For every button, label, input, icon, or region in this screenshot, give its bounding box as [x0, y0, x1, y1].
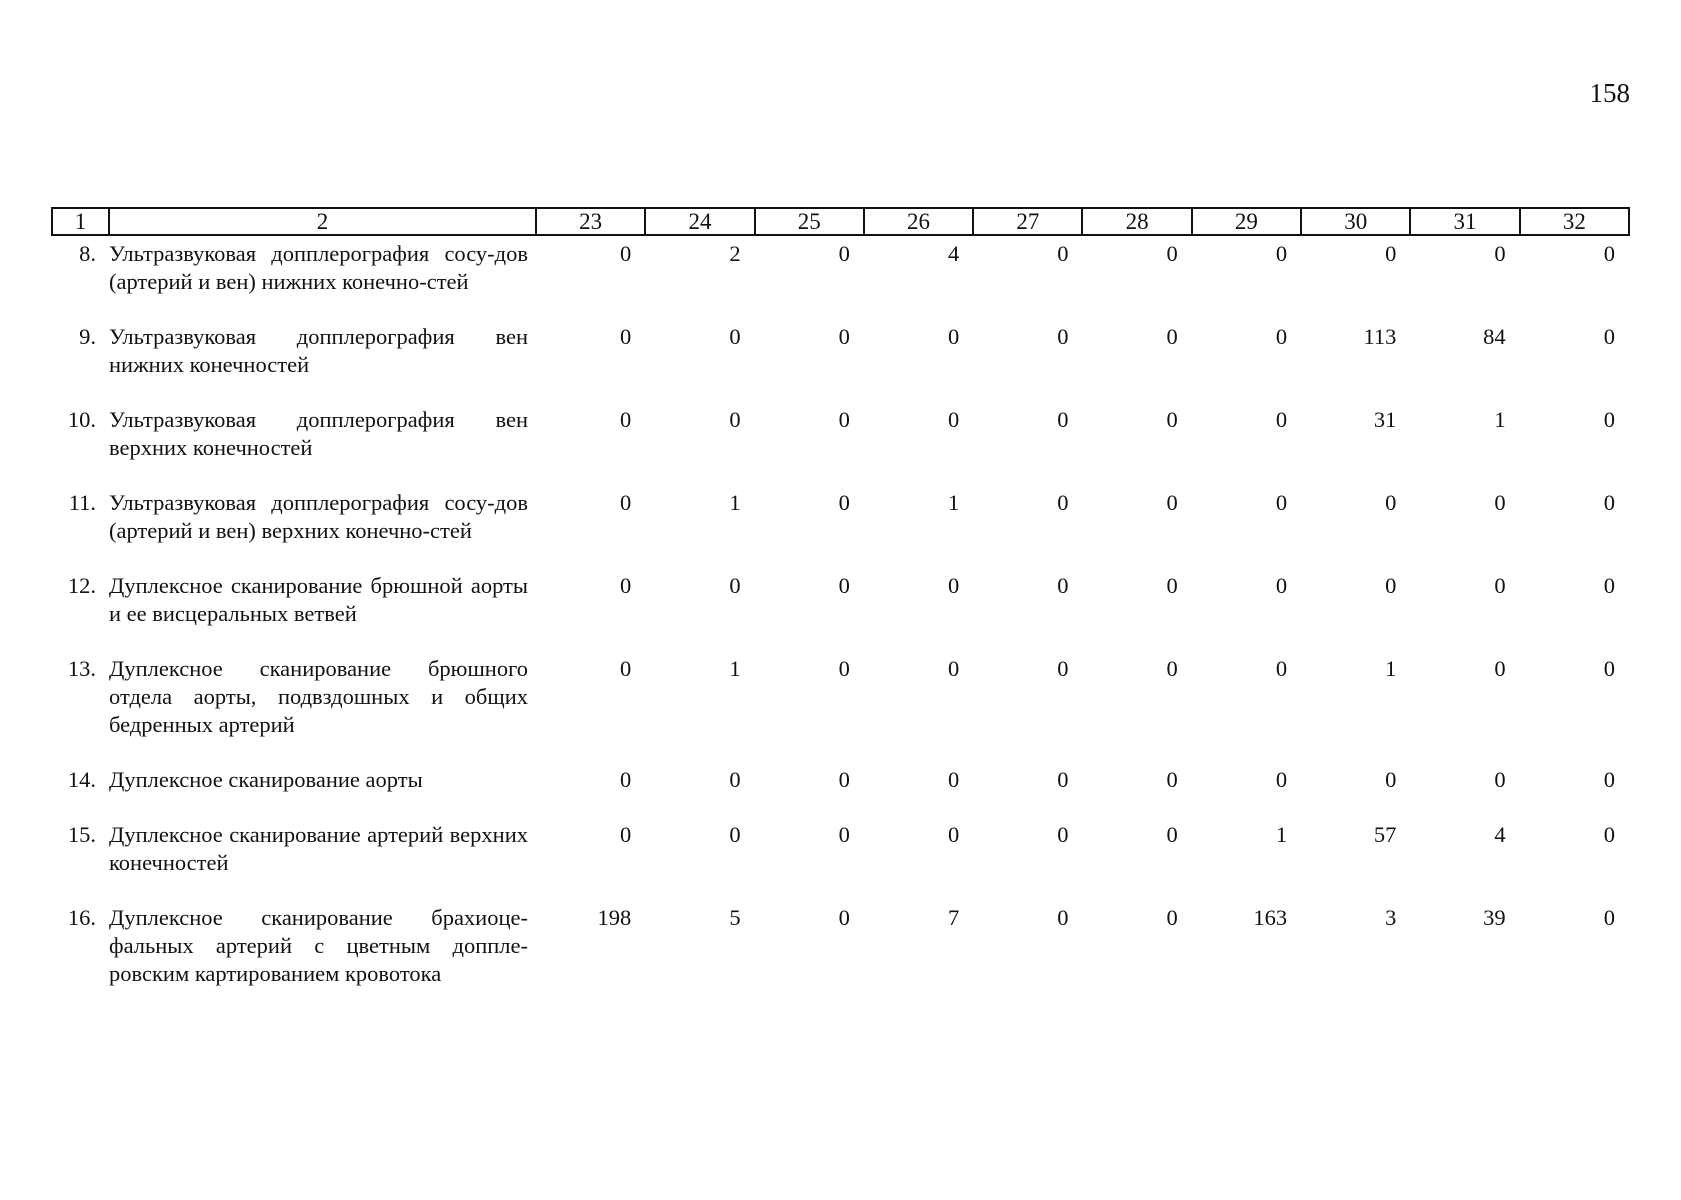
value-cell-26: 0	[947, 822, 960, 847]
row-number: 13.	[67, 656, 96, 681]
value-cell-30: 0	[1385, 241, 1397, 266]
value-cell-28: 0	[1166, 241, 1178, 266]
value-cell-24: 2	[729, 241, 741, 266]
value-cell-31: 0	[1494, 490, 1506, 515]
column-header-24: 24	[645, 208, 754, 235]
table-row	[52, 821, 1629, 904]
value-cell-29: 1	[1275, 822, 1288, 847]
value-cell-23: 0	[620, 656, 632, 681]
value-cell-30: 0	[1385, 573, 1397, 598]
value-cell-24: 0	[729, 573, 741, 598]
header-row	[52, 208, 1629, 235]
value-cell-25: 0	[838, 407, 850, 432]
value-cell-28: 0	[1166, 324, 1178, 349]
table-row	[52, 235, 1629, 323]
row-number: 10.	[67, 407, 96, 432]
column-header-29: 29	[1192, 208, 1301, 235]
value-cell-31: 4	[1494, 822, 1506, 847]
value-cell-27: 0	[1057, 656, 1069, 681]
table-header	[52, 208, 1629, 235]
table-row	[52, 766, 1629, 821]
row-number: 16.	[67, 905, 96, 930]
value-cell-29: 0	[1275, 324, 1288, 349]
procedure-name: Дуплексное сканирование артерий верхних конечностей	[109, 822, 528, 875]
value-cell-32: 0	[1603, 905, 1615, 930]
value-cell-30: 0	[1385, 767, 1397, 792]
column-header-23: 23	[536, 208, 645, 235]
value-cell-29: 0	[1275, 656, 1288, 681]
value-cell-25: 0	[838, 573, 850, 598]
table-row	[52, 572, 1629, 655]
value-cell-29: 0	[1275, 490, 1288, 515]
table-body	[52, 235, 1629, 1015]
value-cell-32: 0	[1603, 656, 1615, 681]
value-cell-31: 39	[1483, 905, 1506, 930]
table-row	[52, 489, 1629, 572]
value-cell-24: 0	[729, 822, 741, 847]
column-header-31: 31	[1410, 208, 1519, 235]
value-cell-30: 3	[1385, 905, 1397, 930]
value-cell-27: 0	[1057, 767, 1069, 792]
value-cell-25: 0	[838, 905, 850, 930]
page-number: 158	[1589, 78, 1630, 108]
value-cell-32: 0	[1603, 573, 1615, 598]
value-cell-23: 0	[620, 324, 632, 349]
value-cell-24: 0	[729, 767, 741, 792]
procedure-name: Дуплексное сканирование брюшного отдела аорты, подвздошных и общих бедренных артерий	[109, 656, 528, 737]
value-cell-31: 0	[1494, 573, 1506, 598]
value-cell-27: 0	[1057, 573, 1069, 598]
value-cell-30: 0	[1385, 490, 1397, 515]
value-cell-23: 0	[620, 573, 632, 598]
value-cell-28: 0	[1166, 656, 1178, 681]
value-cell-32: 0	[1603, 490, 1615, 515]
value-cell-27: 0	[1057, 241, 1069, 266]
column-header-2: 2	[109, 208, 536, 235]
value-cell-26: 4	[947, 241, 960, 266]
value-cell-27: 0	[1057, 490, 1069, 515]
value-cell-28: 0	[1166, 905, 1178, 930]
value-cell-30: 31	[1373, 407, 1397, 432]
procedure-name: Ультразвуковая допплерография вен верхних конечностей	[109, 407, 528, 460]
value-cell-32: 0	[1603, 767, 1615, 792]
column-header-30: 30	[1301, 208, 1410, 235]
value-cell-26: 7	[947, 905, 960, 930]
value-cell-30: 113	[1363, 324, 1397, 349]
value-cell-24: 0	[729, 324, 741, 349]
column-header-28: 28	[1082, 208, 1191, 235]
value-cell-30: 57	[1373, 822, 1397, 847]
value-cell-32: 0	[1603, 241, 1615, 266]
row-number: 12.	[67, 573, 96, 598]
value-cell-29: 0	[1275, 407, 1288, 432]
value-cell-28: 0	[1166, 822, 1178, 847]
value-cell-23: 198	[597, 905, 632, 930]
value-cell-23: 0	[620, 241, 632, 266]
row-number: 15.	[67, 822, 96, 847]
value-cell-23: 0	[620, 407, 632, 432]
value-cell-27: 0	[1057, 905, 1069, 930]
value-cell-31: 84	[1483, 324, 1506, 349]
value-cell-23: 0	[620, 767, 632, 792]
value-cell-25: 0	[838, 241, 850, 266]
value-cell-31: 0	[1494, 241, 1506, 266]
procedure-name: Дуплексное сканирование аорты	[109, 767, 423, 792]
value-cell-28: 0	[1166, 767, 1178, 792]
value-cell-24: 1	[729, 490, 741, 515]
value-cell-26: 0	[947, 324, 960, 349]
value-cell-24: 0	[729, 407, 741, 432]
value-cell-31: 1	[1494, 407, 1506, 432]
value-cell-32: 0	[1603, 822, 1615, 847]
column-header-26: 26	[864, 208, 973, 235]
value-cell-29: 163	[1253, 905, 1288, 930]
value-cell-23: 0	[620, 822, 632, 847]
value-cell-26: 0	[947, 656, 960, 681]
procedure-name: Ультразвуковая допплерография сосу-дов (артерий и вен) нижних конечно-стей	[109, 241, 528, 294]
column-header-32: 32	[1520, 208, 1629, 235]
value-cell-27: 0	[1057, 822, 1069, 847]
value-cell-32: 0	[1603, 407, 1615, 432]
value-cell-26: 0	[947, 573, 960, 598]
value-cell-25: 0	[838, 656, 850, 681]
value-cell-31: 0	[1494, 767, 1506, 792]
value-cell-31: 0	[1494, 656, 1506, 681]
value-cell-28: 0	[1166, 407, 1178, 432]
row-number: 9.	[79, 324, 96, 349]
value-cell-30: 1	[1385, 656, 1397, 681]
value-cell-24: 1	[729, 656, 741, 681]
procedure-name: Ультразвуковая допплерография сосу-дов (артерий и вен) верхних конечно-стей	[109, 490, 528, 543]
value-cell-25: 0	[838, 490, 850, 515]
value-cell-29: 0	[1275, 767, 1288, 792]
data-table	[51, 207, 1630, 1015]
value-cell-26: 0	[947, 767, 960, 792]
table-row	[52, 323, 1629, 406]
value-cell-29: 0	[1275, 241, 1288, 266]
value-cell-24: 5	[729, 905, 741, 930]
procedure-name: Дуплексное сканирование брюшной аорты и ее висцеральных ветвей	[109, 573, 528, 626]
value-cell-23: 0	[620, 490, 632, 515]
row-number: 14.	[67, 767, 96, 792]
procedure-name: Дуплексное сканирование брахиоце-фальных артерий с цветным доппле-ровским картированием кровотока	[109, 905, 528, 986]
value-cell-29: 0	[1275, 573, 1288, 598]
value-cell-32: 0	[1603, 324, 1615, 349]
value-cell-27: 0	[1057, 324, 1069, 349]
column-header-27: 27	[973, 208, 1082, 235]
value-cell-25: 0	[838, 822, 850, 847]
value-cell-27: 0	[1057, 407, 1069, 432]
value-cell-28: 0	[1166, 573, 1178, 598]
row-number: 11.	[68, 490, 96, 515]
table-row	[52, 655, 1629, 766]
table-row	[52, 406, 1629, 489]
column-header-1: 1	[52, 208, 109, 235]
row-number: 8.	[79, 241, 96, 266]
value-cell-28: 0	[1166, 490, 1178, 515]
column-header-25: 25	[755, 208, 864, 235]
value-cell-26: 1	[947, 490, 960, 515]
value-cell-26: 0	[947, 407, 960, 432]
value-cell-25: 0	[838, 767, 850, 792]
value-cell-25: 0	[838, 324, 850, 349]
table-row	[52, 904, 1629, 1015]
procedure-name: Ультразвуковая допплерография вен нижних конечностей	[109, 324, 528, 377]
